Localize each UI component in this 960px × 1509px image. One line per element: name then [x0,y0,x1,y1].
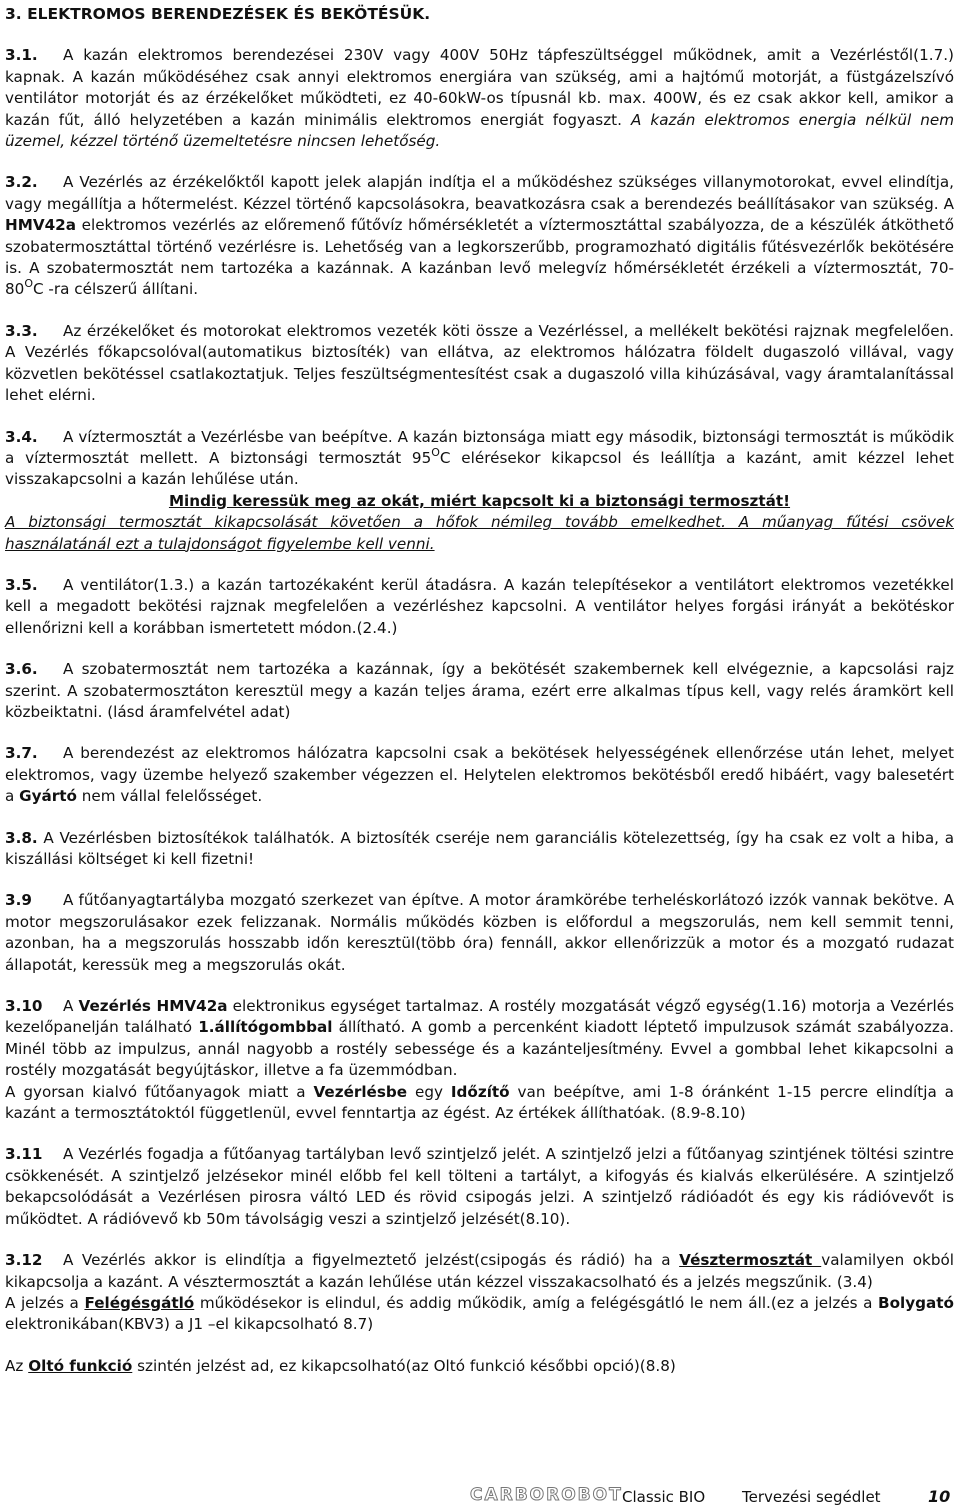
section-text: A szobatermosztát nem tartozéka a kazánnak, így a bekötését szakembernek kell elvégeznie, a kapcsolási rajz szerint. A szobatermosztáton keresztül megy a kazán teljes árama, ezért erre alkalmas típus kell, vagy relés áramkört kell közbeiktatni. (lásd áramfelvétel adat) [5,660,954,721]
safety-warning: A biztonsági termosztát kikapcsolását követően a hőfok némileg tovább emelkedhet. A műanyag fűtési csövek használatánál ezt a tulajdonságot figyelembe kell venni. [5,513,954,553]
section-number: 3.2. [5,173,38,192]
section-text: C -ra célszerű állítani. [33,280,199,299]
section-text: nem vállal felelősséget. [76,787,263,806]
section-3-12 [5,1250,954,1377]
section-3-7 [5,743,954,807]
section-number: 3.11 [5,1145,43,1164]
page-footer [0,1483,960,1509]
section-paragraph: A gyorsan kialvó fűtőanyagok miatt a Vezérlésbe egy Időzítő van beépítve, ami 1-8 óránként 1-15 percre elindítja a kazánt a termosztátoktól függetlenül, evvel fenntartja az égést. Az értékek állíthatóak. (8.9-8.10) [5,1082,954,1123]
section-text: A víztermosztát a Vezérlésbe van beépítve. A kazán biztonsága miatt egy második, biztonsági termosztát is működik a víztermosztát mellett. A biztonsági termosztát 95 [5,427,954,467]
controller-model: HMV42a [5,216,76,235]
section-text: A Vezérlés fogadja a fűtőanyag tartályban levő szintjelző jelét. A szintjelző jelzi a fűtőanyag szintjének töltési szintre csökkenését. A szintjelző jelzésekor minél előbb fel kell tölteni a tartályt, a kifogyás és kialvás elkerülésére. A szintjelző bekapcsolódását a Vezérlésen pirosra váltó LED és rövid csipogás jelzi. A szintjelző rádióadót és egy kis rádióvevőt is működtet. A rádióvevő kb 50m távolságig veszi a szintjelző jelzését(8.10). [5,1145,954,1228]
section-text: A Vezérlésben biztosítékok találhatók. A biztosíték cseréje nem garanciális kötelezettség, így ha csak ez volt a hiba, a kiszállási költséget ki kell fizetni! [5,828,955,868]
section-text: A kazán elektromos berendezései 230V vagy 400V 50Hz tápfeszültséggel működnek, amit a Vezérléstől(1.7.) kapnak. A kazán működéséhez csak annyi elektromos energiára van szükség, ami a hajtómű motorját, a füstgázelszívó ventilátor motorját és az érzékelőket működteti, ez 40-60kW-os típusnál kb. max. 400W, és ez csak akkor kell, amikor a kazán fűt, álló helyzetében a kazán minimális elektromos energiát fogyaszt. [5,46,954,129]
section-number: 3.10 [5,997,43,1016]
section-3-3 [5,321,954,407]
section-text: A berendezést az elektromos hálózatra kapcsolni csak a bekötések helyességének ellenőrzése után lehet, melyet elektromos, vagy üzembe helyező szakember végezzen el. Helytelen elektromos bekötésből eredő hibáért, vagy balesetért a [5,744,954,806]
section-3-4 [5,427,954,555]
brand-logo: CARBOROBOT [470,1485,623,1505]
manufacturer-label: Gyártó [19,787,77,806]
section-number: 3.3. [5,321,38,340]
page-number: 10 [928,1487,951,1506]
section-3-11 [5,1144,954,1230]
section-3-8 [5,828,954,871]
degree-sign: O [431,445,440,459]
section-number: 3.4. [5,427,38,446]
section-3-10 [5,996,954,1124]
section-3-1 [5,45,954,152]
product-name: Classic BIO [622,1488,706,1506]
section-text: A fűtőanyagtartályba mozgató szerkezet van építve. A motor áramkörébe terheléskorlátozó izzók vannak bekötve. A motor megszorulásakor ezek felizzanak. Normális működés közben is előfordul a megszorulás, nem kell semmit tenni, azonban, ha a megszorulás hosszabb időn keresztül(több óra) fennáll, akkor ellenőrizzük a motor és a mozgató rudazat állapotát, keressük meg a megszorulás okát. [5,891,954,974]
section-text: Az érzékelőket és motorokat elektromos vezeték köti össze a Vezérléssel, a mellékelt bekötési rajznak megfelelően. A Vezérlés főkapcsolóval(automatikus biztosíték) van ellátva, az elektromos hálózatra földelt dugaszoló villával, vagy közvetlen bekötéssel csatlakoztatjuk. Teljes feszültségmentesítést csak a dugaszoló villa kihúzásával, vagy áramtalanítással lehet elérni. [5,321,954,405]
section-number: 3.5. [5,575,38,594]
section-number: 3.7. [5,744,38,763]
document-name: Tervezési segédlet [742,1488,881,1506]
safety-heading: Mindig keressük meg az okát, miért kapcsolt ki a biztonsági termosztát! [168,491,791,510]
section-text: elektromos vezérlés az előremenő fűtővíz hőmérsékletét a víztermosztáttal szabályozza, de a készülék átköthető szobatermosztáttal történő vezérlésre is. Lehetőség van a legkorszerűbb, programozható digitális fűtésvezérlők bekötésére is. A szobatermosztát nem tartozéka a kazánnak. A kazánban levő melegvíz hőmérsékletét érzékeli a víztermosztát, 70-80 [5,216,954,299]
section-number: 3.9 [5,891,32,910]
degree-sign: O [24,277,33,291]
section-italic-note: A kazán elektromos energia nélkül nem üzemel, kézzel történő üzemeltetésre nincsen lehetőség. [5,110,954,151]
section-number: 3.8. [5,828,38,847]
section-number: 3.1. [5,46,38,65]
section-paragraph [5,427,954,491]
section-number: 3.12 [5,1251,43,1270]
section-3-6 [5,659,954,723]
section-3-2 [5,172,954,300]
section-paragraph: A jelzés a Felégésgátló működésekor is elindul, és addig működik, amíg a felégésgátló le nem áll.(ez a jelzés a Bolygató elektronikában(KBV3) a J1 –el kikapcsolható 8.7) [5,1293,954,1334]
section-paragraph: 3.12 A Vezérlés akkor is elindítja a figyelmeztető jelzést(csipogás és rádió) ha a Vésztermosztát valamilyen okból kikapcsolja a kazánt. A vésztermosztát a kazán lehűlése után kézzel visszakacsolható és a jelzés megszűnik. (3.4) [5,1251,954,1291]
page-title: 3. ELEKTROMOS BERENDEZÉSEK ÉS BEKÖTÉSÜK. [5,5,431,23]
section-paragraph: 3.10 A Vezérlés HMV42a elektronikus egységet tartalmaz. A rostély mozgatását végző egység(1.16) motorja a Vezérlés kezelőpanelján található 1.állítógombbal állítható. A gomb a percenként kiadott léptető impulzusok számát szabályozza. Minél több az impulzus, annál nagyobb a rostély sebessége és a kazánteljesítmény. Evvel a gombbal lehet kikapcsolni a rostély mozgatását begyújtáskor, illetve a fa üzemmódban. [5,997,954,1080]
section-3-5 [5,575,954,639]
section-paragraph: Az Oltó funkció szintén jelzést ad, ez kikapcsolható(az Oltó funkció későbbi opció)(8.8) [5,1356,676,1375]
section-text: A ventilátor(1.3.) a kazán tartozékaként kerül átadásra. A kazán telepítésekor a ventilátort elektromos vezetékkel kell a megadott bekötési rajznak megfelelően a vezérléshez kapcsolni. A ventilátor helyes forgási irányát a bekötéskor ellenőrizni kell a korábban ismertetett módon.(2.4.) [5,575,954,637]
section-number: 3.6. [5,660,38,679]
section-text: A Vezérlés az érzékelőktől kapott jelek alapján indítja el a működéshez szükséges villanymotorokat, evvel elindítja, vagy megállítja a hőtermelést. Kézzel történő kapcsolásokra, beavatkozásra csak a berendezés beállításakor van szükség. A [5,173,954,213]
section-3-9 [5,890,954,976]
section-text: C elérésekor kikapcsol és leállítja a kazánt, amit kézzel lehet visszakapcsolni a kazán lehűlése után. [5,448,954,489]
